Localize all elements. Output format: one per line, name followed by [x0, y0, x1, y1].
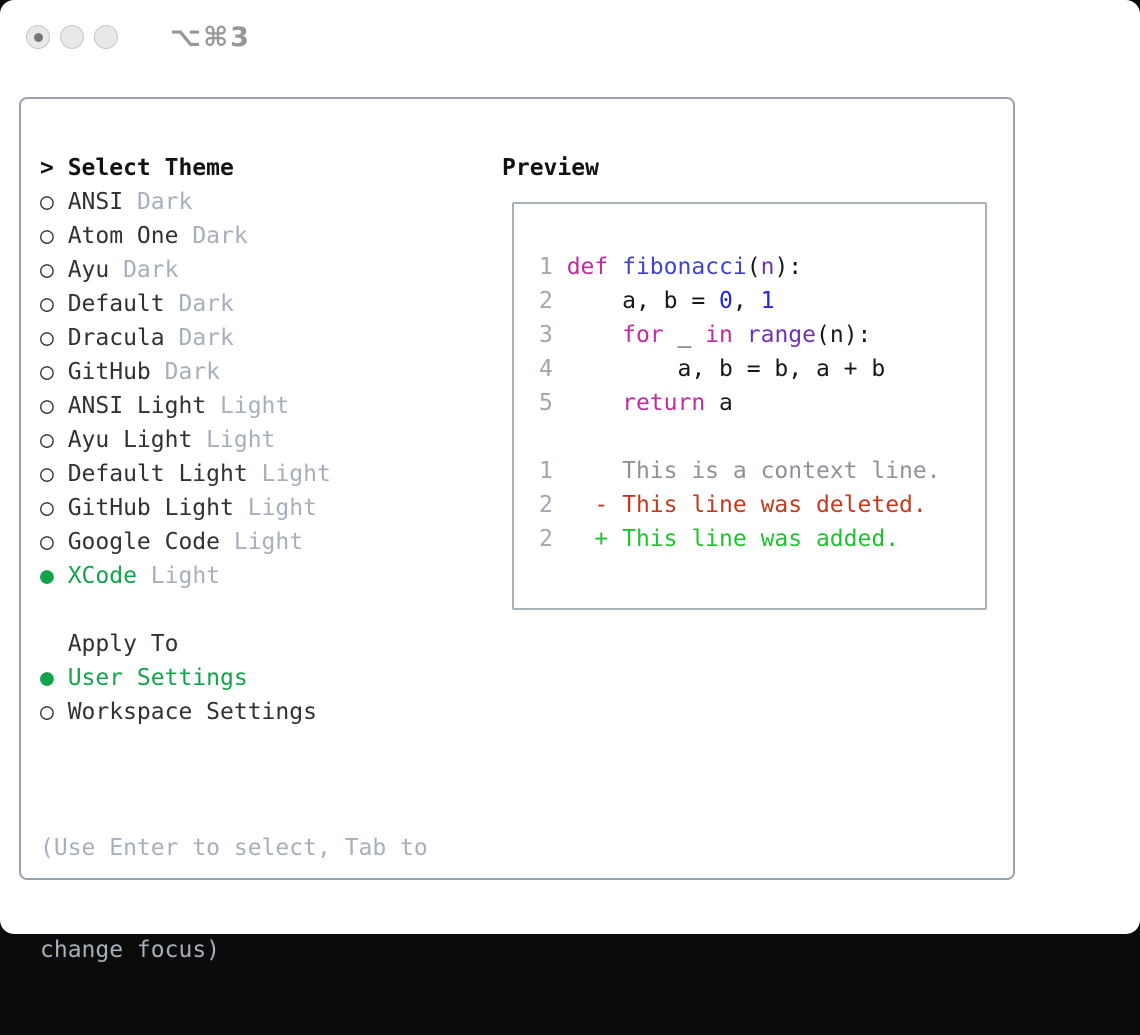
radio-unselected-icon: ○ — [40, 393, 54, 419]
theme-name: GitHub — [67, 359, 165, 385]
theme-option[interactable] — [40, 287, 428, 321]
preview-header: Preview — [502, 155, 599, 181]
theme-option[interactable] — [40, 253, 428, 287]
theme-name: Atom One — [67, 223, 193, 249]
close-dot-icon — [34, 33, 43, 42]
select-theme-header — [40, 151, 428, 185]
theme-option[interactable] — [40, 185, 428, 219]
hint-line-1: (Use Enter to select, Tab to — [40, 835, 428, 861]
theme-variant: Light — [247, 495, 317, 521]
theme-variant: Dark — [192, 223, 248, 249]
theme-variant: Dark — [178, 325, 234, 351]
theme-name: Default — [67, 291, 179, 317]
code-line: 1 This is a context line. — [539, 458, 941, 484]
radio-unselected-icon: ○ — [40, 529, 54, 555]
radio-unselected-icon: ○ — [40, 291, 54, 317]
radio-unselected-icon: ○ — [40, 325, 54, 351]
radio-unselected-icon: ○ — [40, 189, 54, 215]
theme-name: Default Light — [67, 461, 262, 487]
code-line: 3 for _ in range(n): — [539, 322, 872, 348]
theme-name: ANSI Light — [67, 393, 221, 419]
theme-variant: Light — [233, 529, 304, 555]
theme-option[interactable] — [40, 491, 428, 525]
theme-list — [40, 185, 428, 593]
window-title: ⌥⌘3 — [170, 22, 251, 53]
focus-caret-icon: > — [40, 155, 54, 181]
theme-name: Ayu — [67, 257, 124, 283]
code-line — [539, 420, 985, 454]
radio-unselected-icon: ○ — [40, 257, 54, 283]
theme-name: Dracula — [67, 325, 179, 351]
close-button[interactable] — [26, 25, 50, 49]
preview-box — [512, 202, 987, 610]
theme-option[interactable] — [40, 389, 428, 423]
theme-variant: Dark — [178, 291, 234, 317]
hint-text — [40, 763, 428, 1035]
theme-picker-left-pane — [40, 151, 428, 1035]
theme-variant: Light — [206, 427, 276, 453]
theme-option[interactable] — [40, 559, 428, 593]
radio-selected-icon: ● — [40, 563, 54, 589]
theme-option[interactable] — [40, 457, 428, 491]
theme-option[interactable] — [40, 423, 428, 457]
code-line: 2 + This line was added. — [539, 526, 900, 552]
select-theme-header-label: Select Theme — [67, 155, 234, 181]
code-line: 1 def fibonacci(n): — [539, 254, 803, 280]
traffic-lights — [26, 25, 118, 49]
theme-option[interactable] — [40, 525, 428, 559]
zoom-button[interactable] — [94, 25, 118, 49]
code-line: 2 - This line was deleted. — [539, 492, 927, 518]
minimize-button[interactable] — [60, 25, 84, 49]
code-preview — [514, 204, 985, 556]
theme-name: XCode — [67, 563, 151, 589]
apply-to-label: User Settings — [67, 665, 248, 691]
theme-option[interactable] — [40, 321, 428, 355]
radio-selected-icon: ● — [40, 665, 54, 691]
apply-to-section — [40, 627, 428, 729]
code-line: 5 return a — [539, 390, 733, 416]
radio-unselected-icon: ○ — [40, 427, 54, 453]
theme-variant: Dark — [136, 189, 193, 215]
theme-option[interactable] — [40, 219, 428, 253]
radio-unselected-icon: ○ — [40, 495, 54, 521]
theme-variant: Dark — [164, 359, 221, 385]
theme-name: Ayu Light — [67, 427, 207, 453]
theme-name: GitHub Light — [67, 495, 248, 521]
apply-to-option[interactable] — [40, 661, 428, 695]
radio-unselected-icon: ○ — [40, 461, 54, 487]
theme-name: ANSI — [67, 189, 137, 215]
theme-option[interactable] — [40, 355, 428, 389]
code-line: 4 a, b = b, a + b — [539, 356, 886, 382]
theme-variant: Light — [150, 563, 221, 589]
hint-line-2: change focus) — [40, 937, 221, 963]
theme-picker-panel — [19, 97, 1015, 963]
radio-unselected-icon: ○ — [40, 223, 54, 249]
titlebar — [0, 0, 1140, 74]
theme-variant: Dark — [123, 257, 179, 283]
theme-name: Google Code — [67, 529, 234, 555]
radio-unselected-icon: ○ — [40, 359, 54, 385]
apply-to-list — [40, 661, 428, 729]
radio-unselected-icon: ○ — [40, 699, 54, 725]
apply-to-option[interactable] — [40, 695, 428, 729]
theme-variant: Light — [220, 393, 290, 419]
apply-to-header — [40, 627, 428, 661]
code-line: 2 a, b = 0, 1 — [539, 288, 775, 314]
apply-to-label: Workspace Settings — [67, 699, 317, 725]
apply-to-spacer — [40, 627, 68, 661]
apply-to-header-label: Apply To — [67, 631, 179, 657]
theme-variant: Light — [261, 461, 331, 487]
